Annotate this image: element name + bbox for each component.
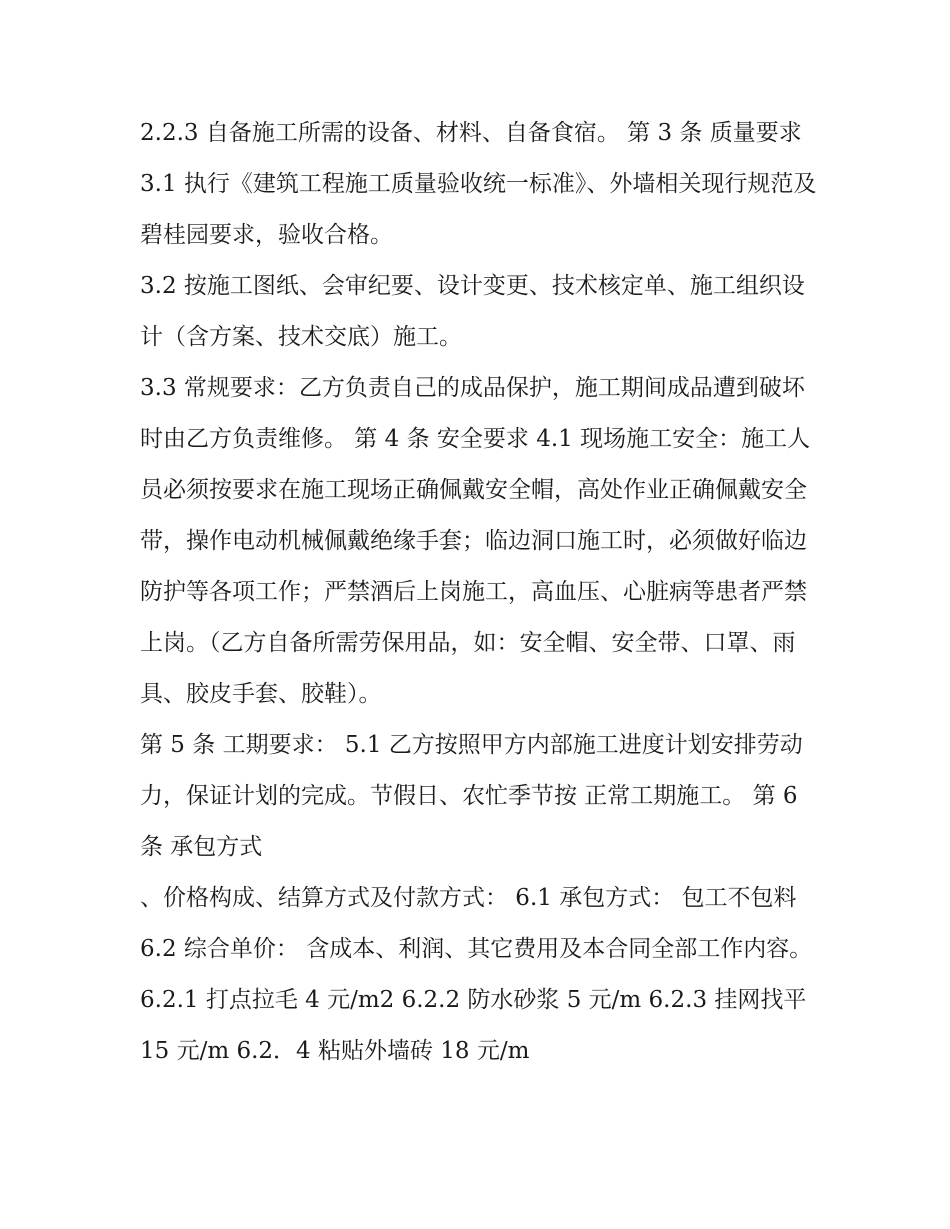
paragraph-construction-basis: 3.2 按施工图纸、会审纪要、设计变更、技术核定单、施工组织设计（含方案、技术交底）施工。 [140,273,805,350]
paragraph-quality-requirements: 2.2.3 自备施工所需的设备、材料、自备食宿。 第 3 条 质量要求 3.1 执行《建筑工程施工质量验收统一标准》、外墙相关现行规范及碧桂园要求，验收合格。 [140,120,817,248]
paragraph-contract-method: 、价格构成、结算方式及付款方式： 6.1 承包方式： 包工不包料 6.2 综合单价： 含成本、利润、其它费用及本合同全部工作内容。 [140,885,813,962]
paragraph-safety-requirements: 3.3 常规要求：乙方负责自己的成品保护，施工期间成品遭到破坏时由乙方负责维修。 第 4 条 安全要求 4.1 现场施工安全：施工人员必须按要求在施工现场正确佩戴安全帽，高处作业正确佩戴安全带，操作电动机械佩戴绝缘手套；临边洞口施工时，必须做好临边防护等各项工作；严禁酒后上岗施工，高血压、心脏病等患者严禁上岗。（乙方自备所需劳保用品，如：安全帽、安全带、口罩、雨具、胶皮手套、胶鞋）。 [140,375,811,707]
paragraph-schedule-requirements: 第 5 条 工期要求： 5.1 乙方按照甲方内部施工进度计划安排劳动力，保证计划的完成。节假日、农忙季节按 正常工期施工。 第 6 条 承包方式 [140,732,803,860]
document-body [140,108,820,1077]
paragraph-unit-prices: 6.2.1 打点拉毛 4 元/m2 6.2.2 防水砂浆 5 元/m 6.2.3 挂网找平 15 元/m 6.2．4 粘贴外墙砖 18 元/m [140,987,807,1064]
